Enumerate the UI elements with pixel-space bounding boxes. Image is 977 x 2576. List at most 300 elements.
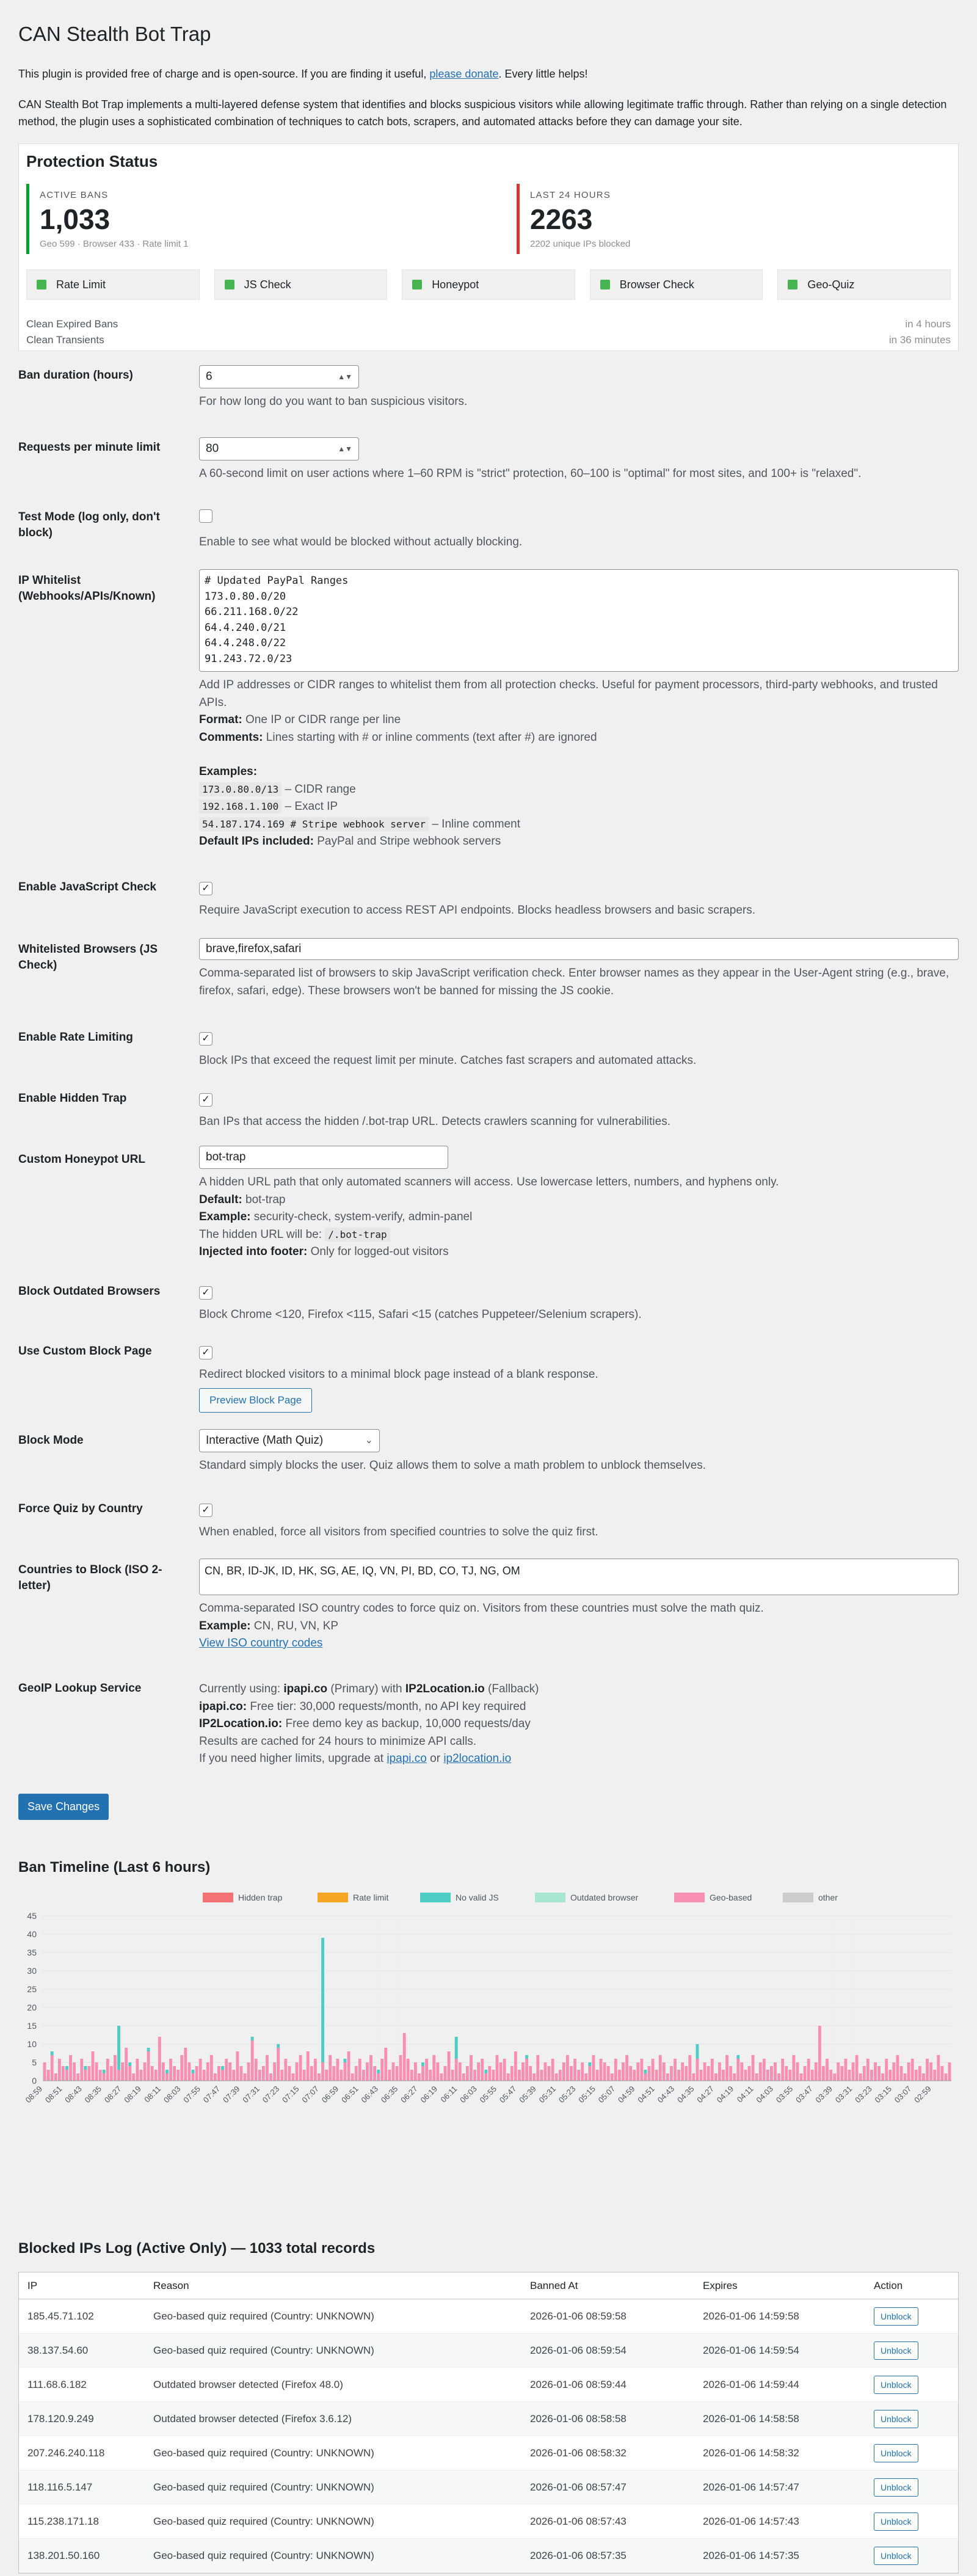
bar-no-valid-js xyxy=(128,2062,131,2066)
x-tick-label: 02:59 xyxy=(912,2084,933,2105)
whitelist-textarea[interactable]: # Updated PayPal Ranges 173.0.80.0/20 66.211.168.0/22 64.4.240.0/21 64.4.248.0/22 91.243.72.0/23 xyxy=(199,569,959,672)
unblock-button[interactable]: Unblock xyxy=(874,2547,918,2565)
save-changes-button[interactable]: Save Changes xyxy=(18,1794,109,1820)
bar-geo xyxy=(703,2062,706,2081)
bar-geo xyxy=(503,2059,506,2081)
page xyxy=(0,0,977,351)
bar-geo xyxy=(244,2073,247,2081)
bar-geo xyxy=(718,2062,721,2081)
bar-geo xyxy=(852,2062,855,2081)
bar-geo xyxy=(837,2062,840,2081)
bar-geo xyxy=(95,2062,98,2081)
bar-geo xyxy=(648,2066,651,2081)
intro-text: This plugin is provided free of charge and is open-source. If you are finding it useful, xyxy=(18,67,430,80)
bar-geo xyxy=(881,2073,884,2081)
x-tick-label: 03:31 xyxy=(833,2084,854,2105)
bar-geo xyxy=(636,2062,639,2081)
pill-browser-check xyxy=(590,269,763,300)
ban-duration-label: Ban duration (hours) xyxy=(18,369,133,382)
example-code: 173.0.80.0/13 xyxy=(199,782,281,796)
unblock-button[interactable]: Unblock xyxy=(874,2444,918,2462)
bar-geo xyxy=(811,2070,814,2081)
cell-ip: 118.116.5.147 xyxy=(27,2481,93,2493)
bar-geo xyxy=(655,2070,658,2081)
unblock-button[interactable]: Unblock xyxy=(874,2376,918,2394)
cell-expires: 2026-01-06 14:59:58 xyxy=(703,2310,799,2322)
pill-label: Honeypot xyxy=(432,278,479,291)
bar-geo xyxy=(143,2062,147,2081)
bar-geo xyxy=(848,2070,851,2081)
table-row xyxy=(19,2539,958,2573)
legend-swatch xyxy=(420,1893,451,1902)
bar-geo xyxy=(592,2055,595,2081)
rate-limit-checkbox[interactable]: ✓ xyxy=(199,1032,212,1046)
geoip-label: GeoIP Lookup Service xyxy=(18,1682,142,1695)
col-reason-header: Reason xyxy=(153,2279,189,2291)
bar-geo xyxy=(399,2055,402,2081)
table-row xyxy=(19,2334,958,2368)
bar-geo xyxy=(236,2051,239,2081)
bar-geo xyxy=(766,2070,769,2081)
ban-duration-input[interactable] xyxy=(199,365,359,388)
page-title: CAN Stealth Bot Trap xyxy=(18,23,211,45)
bar-no-valid-js xyxy=(65,2066,68,2070)
bar-geo xyxy=(740,2062,743,2081)
cell-action xyxy=(871,2376,958,2394)
block-mode-label: Block Mode xyxy=(18,1434,84,1447)
y-tick-label: 40 xyxy=(27,1929,37,1939)
bar-geo xyxy=(885,2059,888,2081)
bar-no-valid-js xyxy=(165,2070,169,2073)
geoip-ip2location xyxy=(199,1716,959,1733)
example-text: security-check, system-verify, admin-panel xyxy=(250,1210,473,1223)
bar-no-valid-js xyxy=(421,2062,424,2066)
outdated-label: Block Outdated Browsers xyxy=(18,1285,161,1298)
rate-limit-label: Enable Rate Limiting xyxy=(18,1031,133,1044)
x-tick-label: 08:03 xyxy=(161,2084,183,2105)
status-ok-icon xyxy=(225,280,234,289)
protection-pills xyxy=(26,269,951,300)
example-label: Example: xyxy=(199,1210,251,1223)
bar-geo xyxy=(103,2073,106,2081)
x-tick-label: 05:15 xyxy=(576,2084,597,2105)
geoip-fallback: IP2Location.io xyxy=(405,1683,485,1695)
countries-textarea[interactable]: CN, BR, ID-JK, ID, HK, SG, AE, IQ, VN, PI, BD, CO, TJ, NG, OM xyxy=(199,1559,959,1595)
bar-geo xyxy=(355,2066,358,2081)
cell-reason: Geo-based quiz required (Country: UNKNOWN) xyxy=(153,2447,374,2459)
bar-geo xyxy=(692,2073,695,2081)
bar-geo xyxy=(822,2066,825,2081)
bar-geo xyxy=(225,2059,228,2081)
geoip-text: or xyxy=(426,1752,444,1765)
honeypot-injected xyxy=(199,1243,959,1261)
outdated-field-wrap xyxy=(199,1284,959,1323)
example-row xyxy=(199,781,959,799)
x-tick-label: 08:11 xyxy=(142,2084,163,2105)
bar-geo xyxy=(777,2073,780,2081)
bar-geo xyxy=(284,2059,287,2081)
bar-geo xyxy=(763,2059,766,2081)
bar-geo xyxy=(43,2062,46,2081)
bar-geo xyxy=(729,2066,732,2081)
bar-geo xyxy=(280,2070,283,2081)
geoip-cache: Results are cached for 24 hours to minimize API calls. xyxy=(199,1734,477,1748)
bar-geo xyxy=(388,2070,391,2081)
bar-geo xyxy=(840,2066,843,2081)
browsers-field-wrap xyxy=(199,938,959,1000)
bar-no-valid-js xyxy=(147,2048,150,2051)
browsers-input[interactable]: brave,firefox,safari xyxy=(199,938,959,960)
cell-expires: 2026-01-06 14:57:47 xyxy=(703,2481,799,2493)
bar-geo xyxy=(307,2051,310,2081)
countries-label: Countries to Block (ISO 2-letter) xyxy=(18,1563,162,1592)
col-action-header: Action xyxy=(874,2279,903,2291)
x-tick-label: 08:51 xyxy=(43,2084,64,2105)
cell-banned-at: 2026-01-06 08:57:47 xyxy=(530,2481,627,2493)
cell-banned-at: 2026-01-06 08:58:32 xyxy=(530,2447,627,2459)
bar-geo xyxy=(863,2066,866,2081)
bar-geo xyxy=(92,2051,95,2081)
bar-geo xyxy=(369,2055,372,2081)
cell-ip: 38.137.54.60 xyxy=(27,2344,89,2356)
plugin-description: CAN Stealth Bot Trap implements a multi-layered defense system that identifies and blocks suspicious visitors while allowing legitimate traffic through. Rather than relying on a single detection method, the plugin uses a sophisticated combination of techniques to catch bots, scrapers, and automated attacks before they can damage your site. xyxy=(18,98,947,128)
unblock-button[interactable]: Unblock xyxy=(874,2341,918,2360)
hidden-trap-help: Ban IPs that access the hidden /.bot-trap URL. Detects crawlers scanning for vulnerabilities. xyxy=(199,1115,670,1128)
bar-geo xyxy=(677,2070,680,2081)
bar-geo xyxy=(922,2073,925,2081)
legend-label: Rate limit xyxy=(353,1893,389,1902)
iso-codes-link[interactable]: View ISO country codes xyxy=(199,1637,323,1650)
honeypot-example xyxy=(199,1209,959,1226)
x-tick-label: 04:27 xyxy=(695,2084,716,2105)
x-tick-label: 06:43 xyxy=(359,2084,380,2105)
countries-help: Comma-separated ISO country codes to force quiz on. Visitors from these countries must solve the math quiz. xyxy=(199,1602,764,1615)
bar-geo xyxy=(87,2066,90,2081)
cron-schedule xyxy=(26,318,951,350)
force-quiz-label: Force Quiz by Country xyxy=(18,1502,143,1515)
honeypot-input[interactable]: bot-trap xyxy=(199,1146,448,1169)
bar-geo xyxy=(944,2073,947,2081)
bar-geo xyxy=(618,2070,621,2081)
bar-geo xyxy=(870,2070,873,2081)
bar-geo xyxy=(900,2066,903,2081)
honeypot-label: Custom Honeypot URL xyxy=(18,1153,145,1166)
bar-geo xyxy=(292,2073,295,2081)
bar-geo xyxy=(907,2062,910,2081)
block-mode-field-wrap xyxy=(199,1429,959,1475)
cell-reason: Outdated browser detected (Firefox 3.6.12) xyxy=(153,2412,352,2425)
bar-geo xyxy=(759,2062,762,2081)
bar-geo xyxy=(407,2059,410,2081)
bar-geo xyxy=(481,2059,484,2081)
default-text: PayPal and Stripe webhook servers xyxy=(313,835,501,848)
bar-geo xyxy=(488,2066,491,2081)
status-ok-icon xyxy=(600,280,610,289)
bar-geo xyxy=(929,2062,932,2081)
y-tick-label: 5 xyxy=(32,2058,37,2067)
bar-geo xyxy=(210,2055,213,2081)
cell-reason: Geo-based quiz required (Country: UNKNOWN) xyxy=(153,2481,374,2493)
cell-banned-at: 2026-01-06 08:57:43 xyxy=(530,2515,627,2527)
cron-name: Clean Expired Bans xyxy=(26,318,118,330)
bar-geo xyxy=(377,2073,380,2081)
examples-label: Examples: xyxy=(199,765,258,778)
geoip-text: (Fallback) xyxy=(484,1683,539,1695)
x-tick-label: 03:15 xyxy=(873,2084,894,2105)
cell-expires: 2026-01-06 14:59:54 xyxy=(703,2344,799,2356)
geoip-ip2-text: Free demo key as backup, 10,000 requests/day xyxy=(282,1717,531,1730)
bar-geo xyxy=(396,2066,399,2081)
bar-geo xyxy=(154,2070,158,2081)
x-tick-label: 07:39 xyxy=(220,2084,242,2105)
bar-geo xyxy=(915,2070,918,2081)
bar-geo xyxy=(570,2066,573,2081)
protection-status-card xyxy=(18,144,959,351)
bar-geo xyxy=(247,2062,250,2081)
unblock-button[interactable]: Unblock xyxy=(874,2478,918,2497)
x-tick-label: 08:35 xyxy=(82,2084,104,2105)
format-text: One IP or CIDR range per line xyxy=(242,713,401,726)
cell-ip: 115.238.171.18 xyxy=(27,2515,99,2527)
bar-geo xyxy=(496,2055,499,2081)
hidden-trap-field-wrap xyxy=(199,1091,959,1130)
test-mode-checkbox[interactable] xyxy=(199,509,212,523)
bar-geo xyxy=(674,2059,677,2081)
y-tick-label: 35 xyxy=(27,1948,37,1957)
bar-geo xyxy=(681,2062,684,2081)
bar-geo xyxy=(696,2059,699,2081)
pill-label: Browser Check xyxy=(619,278,694,291)
bar-geo xyxy=(833,2073,836,2081)
outdated-checkbox[interactable]: ✓ xyxy=(199,1286,212,1300)
cell-expires: 2026-01-06 14:58:32 xyxy=(703,2447,799,2459)
bar-geo xyxy=(114,2055,117,2081)
bar-geo xyxy=(459,2062,462,2081)
js-check-checkbox[interactable]: ✓ xyxy=(199,882,212,895)
bar-geo xyxy=(277,2048,280,2081)
geoip-ipapi-label: ipapi.co: xyxy=(199,1700,247,1713)
rate-limit-field-wrap xyxy=(199,1030,959,1069)
x-tick-label: 07:31 xyxy=(241,2084,261,2105)
x-tick-label: 07:23 xyxy=(260,2084,281,2105)
unblock-button[interactable]: Unblock xyxy=(874,2410,918,2428)
bar-geo xyxy=(169,2059,172,2081)
cell-reason: Geo-based quiz required (Country: UNKNOWN) xyxy=(153,2549,374,2561)
custom-block-field-wrap xyxy=(199,1344,959,1413)
bar-geo xyxy=(755,2073,758,2081)
timeline-heading: Ban Timeline (Last 6 hours) xyxy=(18,1859,211,1876)
bar-geo xyxy=(132,2073,135,2081)
bar-no-valid-js xyxy=(455,2037,458,2059)
geoip-info xyxy=(199,1681,959,1768)
cell-action xyxy=(871,2478,958,2497)
bar-geo xyxy=(625,2055,628,2081)
bar-no-valid-js xyxy=(277,2044,280,2048)
bar-geo xyxy=(436,2062,439,2081)
bar-geo xyxy=(288,2066,291,2081)
stepper-icon: ▲▼ xyxy=(338,373,352,381)
bar-geo xyxy=(529,2066,532,2081)
x-tick-label: 06:27 xyxy=(399,2084,419,2105)
x-tick-label: 05:23 xyxy=(556,2084,578,2105)
bar-geo xyxy=(176,2070,180,2081)
ip2location-link[interactable]: ip2location.io xyxy=(443,1752,512,1765)
bar-geo xyxy=(421,2066,424,2081)
table-row xyxy=(19,2368,958,2402)
inject-label: Injected into footer: xyxy=(199,1245,308,1258)
ban-duration-help: For how long do you want to ban suspicious visitors. xyxy=(199,395,468,408)
pill-rate-limit xyxy=(26,269,200,300)
bar-geo xyxy=(707,2066,710,2081)
bar-geo xyxy=(76,2073,79,2081)
bar-geo xyxy=(521,2062,525,2081)
bar-geo xyxy=(362,2070,365,2081)
x-tick-label: 04:59 xyxy=(616,2084,637,2105)
x-tick-label: 08:59 xyxy=(23,2084,45,2105)
x-tick-label: 05:55 xyxy=(478,2084,499,2105)
bar-geo xyxy=(228,2062,231,2081)
bar-geo xyxy=(685,2066,688,2081)
bar-geo xyxy=(444,2066,447,2081)
bar-geo xyxy=(499,2062,503,2081)
bar-geo xyxy=(748,2066,751,2081)
js-check-label: Enable JavaScript Check xyxy=(18,881,156,893)
bar-geo xyxy=(106,2059,109,2081)
bar-no-valid-js xyxy=(484,2070,487,2073)
x-tick-label: 07:47 xyxy=(201,2084,222,2105)
bar-geo xyxy=(892,2062,895,2081)
bar-geo xyxy=(904,2073,907,2081)
bar-geo xyxy=(273,2062,276,2081)
unblock-button[interactable]: Unblock xyxy=(874,2512,918,2531)
js-check-help: Require JavaScript execution to access REST API endpoints. Blocks headless browsers and basic scrapers. xyxy=(199,903,756,917)
honeypot-help: A hidden URL path that only automated scanners will access. Use lowercase letters, numbers, and hyphens only. xyxy=(199,1176,779,1188)
table-row xyxy=(19,2470,958,2505)
bar-geo xyxy=(785,2066,788,2081)
inject-text: Only for logged-out visitors xyxy=(307,1245,449,1258)
bar-geo xyxy=(470,2055,473,2081)
x-tick-label: 05:31 xyxy=(537,2084,558,2105)
bar-geo xyxy=(110,2066,113,2081)
last-24h-label: LAST 24 HOURS xyxy=(530,190,611,201)
geoip-upgrade xyxy=(199,1750,959,1768)
unblock-button[interactable]: Unblock xyxy=(874,2307,918,2326)
force-quiz-checkbox[interactable]: ✓ xyxy=(199,1504,212,1517)
cell-banned-at: 2026-01-06 08:59:54 xyxy=(530,2344,627,2356)
cell-action xyxy=(871,2341,958,2360)
bar-geo xyxy=(232,2070,235,2081)
y-tick-label: 0 xyxy=(32,2076,37,2086)
examples-heading xyxy=(199,763,959,781)
y-tick-label: 20 xyxy=(27,2003,37,2012)
bar-geo xyxy=(581,2062,584,2081)
y-tick-label: 15 xyxy=(27,2021,37,2031)
y-tick-label: 25 xyxy=(27,1984,37,1994)
bar-geo xyxy=(933,2070,936,2081)
bar-geo xyxy=(184,2048,187,2081)
ipapi-link[interactable]: ipapi.co xyxy=(387,1752,427,1765)
x-tick-label: 06:19 xyxy=(418,2084,440,2105)
bar-geo xyxy=(700,2070,703,2081)
geoip-text: If you need higher limits, upgrade at xyxy=(199,1752,387,1765)
chevron-down-icon: ⌄ xyxy=(365,1435,373,1446)
bar-geo xyxy=(180,2055,183,2081)
x-tick-label: 03:47 xyxy=(794,2084,815,2105)
pill-label: JS Check xyxy=(244,278,291,291)
x-tick-label: 05:07 xyxy=(596,2084,617,2105)
example-row xyxy=(199,798,959,816)
bar-no-valid-js xyxy=(588,2062,591,2066)
honeypot-field-wrap xyxy=(199,1146,959,1261)
bar-geo xyxy=(410,2070,413,2081)
hidden-trap-checkbox[interactable]: ✓ xyxy=(199,1093,212,1107)
bar-geo xyxy=(722,2070,725,2081)
bar-geo xyxy=(866,2059,870,2081)
bar-geo xyxy=(266,2055,269,2081)
bar-geo xyxy=(136,2059,139,2081)
col-ip-header: IP xyxy=(27,2279,38,2291)
bar-geo xyxy=(714,2073,717,2081)
legend-label: No valid JS xyxy=(456,1893,499,1902)
bar-geo xyxy=(195,2066,198,2081)
bar-geo xyxy=(69,2055,72,2081)
honeypot-default xyxy=(199,1192,959,1209)
bar-geo xyxy=(652,2059,655,2081)
y-tick-label: 30 xyxy=(27,1966,37,1976)
test-mode-field-wrap xyxy=(199,509,959,551)
donate-link[interactable]: please donate xyxy=(429,67,499,80)
cell-action xyxy=(871,2444,958,2462)
bar-geo xyxy=(314,2059,317,2081)
bar-geo xyxy=(688,2055,691,2081)
log-heading: Blocked IPs Log (Active Only) — 1033 total records xyxy=(18,2240,376,2257)
bar-geo xyxy=(214,2073,217,2081)
geoip-current xyxy=(199,1681,959,1698)
preview-block-page-button[interactable]: Preview Block Page xyxy=(199,1388,312,1413)
bar-geo xyxy=(418,2073,421,2081)
bar-geo xyxy=(448,2051,451,2081)
hidden-url-code: /.bot-trap xyxy=(325,1228,390,1242)
x-tick-label: 04:03 xyxy=(754,2084,775,2105)
outdated-help: Block Chrome <120, Firefox <115, Safari <15 (catches Puppeteer/Selenium scrapers). xyxy=(199,1308,642,1321)
format-label: Format: xyxy=(199,713,242,726)
legend-swatch xyxy=(203,1893,233,1902)
bar-geo xyxy=(455,2059,458,2081)
custom-block-checkbox[interactable]: ✓ xyxy=(199,1346,212,1359)
bar-geo xyxy=(948,2062,951,2081)
example-note: – CIDR range xyxy=(281,782,356,796)
rpm-input[interactable] xyxy=(199,437,359,460)
example-code: 54.187.174.169 # Stripe webhook server xyxy=(199,817,429,831)
example-row xyxy=(199,816,959,834)
bar-geo xyxy=(540,2070,543,2081)
whitelist-field-wrap xyxy=(199,569,959,851)
col-expires-header: Expires xyxy=(703,2279,738,2291)
block-mode-select[interactable] xyxy=(199,1429,380,1452)
bar-geo xyxy=(187,2062,191,2081)
bar-geo xyxy=(877,2066,881,2081)
test-mode-label: Test Mode (log only, don't block) xyxy=(18,511,160,539)
example-code: 192.168.1.100 xyxy=(199,799,281,813)
bar-geo xyxy=(725,2055,728,2081)
bar-no-valid-js xyxy=(696,2044,699,2059)
force-quiz-field-wrap xyxy=(199,1501,959,1541)
ban-duration-field-wrap xyxy=(199,365,959,411)
bar-geo xyxy=(351,2073,354,2081)
cell-expires: 2026-01-06 14:57:35 xyxy=(703,2549,799,2561)
active-bans-stat xyxy=(26,184,188,254)
bar-geo xyxy=(466,2066,469,2081)
